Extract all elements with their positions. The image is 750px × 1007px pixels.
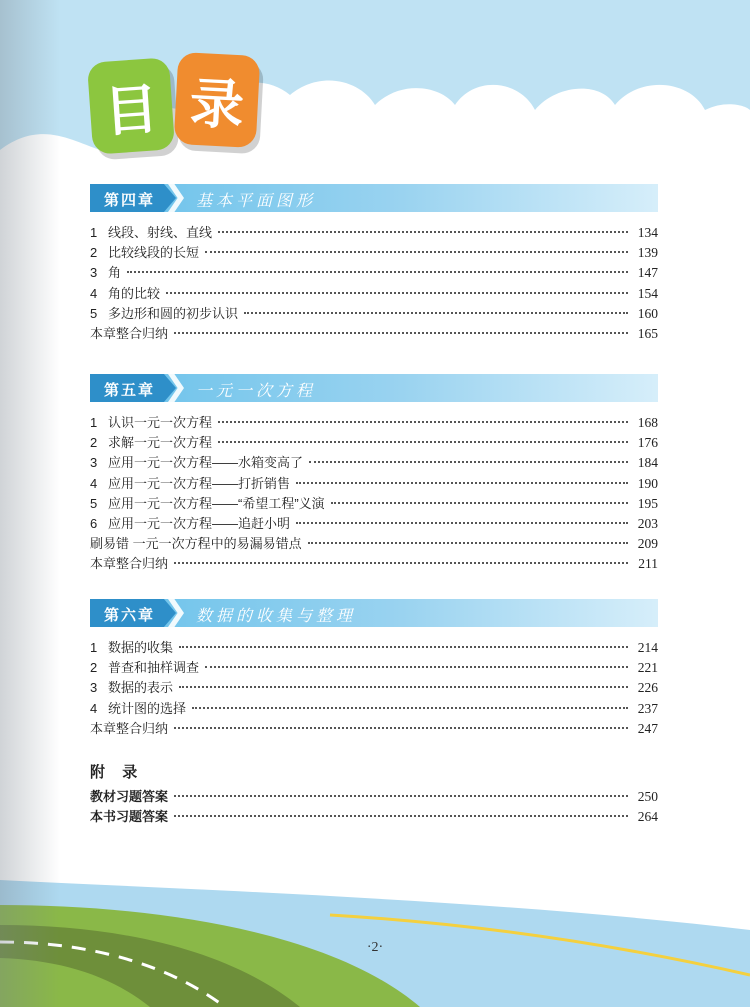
toc-entry[interactable] — [90, 412, 658, 432]
chapter-5 — [90, 374, 658, 574]
entry-index: 2 — [90, 245, 98, 261]
entry-page: 184 — [637, 455, 658, 471]
entry-page: 264 — [637, 809, 658, 825]
chapter-header — [90, 374, 658, 402]
entry-label: 数据的收集 — [108, 640, 174, 655]
leader-dots — [218, 231, 628, 233]
toc-entry[interactable] — [90, 718, 658, 738]
entry-page: 211 — [638, 556, 658, 572]
toc-entry[interactable] — [90, 473, 658, 493]
entry-label: 本章整合归纳 — [90, 556, 169, 572]
toc-entry[interactable] — [90, 283, 658, 303]
entry-label: 比较线段的长短 — [108, 245, 200, 261]
toc-entry[interactable] — [90, 637, 658, 657]
entry-index: 2 — [90, 435, 98, 451]
entry-label: 普查和抽样调查 — [108, 660, 200, 676]
page-number: ·2· — [366, 940, 384, 955]
leader-dots — [296, 522, 628, 524]
page-title — [90, 52, 270, 162]
entry-index: 4 — [90, 285, 98, 301]
toc-entry[interactable] — [90, 786, 658, 806]
entry-page: 176 — [637, 435, 658, 451]
entry-page: 168 — [637, 415, 658, 430]
entry-label: 数据的表示 — [108, 680, 174, 696]
leader-dots — [244, 312, 628, 314]
entry-index: 3 — [90, 680, 98, 696]
entry-page: 147 — [637, 265, 658, 281]
entry-label: 多边形和圆的初步认识 — [108, 305, 239, 321]
chapter-number: 第五章 — [104, 381, 156, 399]
chapter-4 — [90, 184, 658, 343]
leader-dots — [308, 542, 628, 544]
entry-label: 应用一元一次方程——水箱变高了 — [108, 455, 304, 471]
toc-entry[interactable] — [90, 242, 658, 262]
toc-entry[interactable] — [90, 493, 658, 513]
entry-index: 3 — [90, 265, 98, 281]
leader-dots — [331, 502, 628, 504]
leader-dots — [179, 686, 628, 688]
leader-dots — [127, 271, 628, 273]
leader-dots — [174, 795, 628, 797]
entry-page: 221 — [637, 660, 658, 676]
entry-index: 2 — [90, 660, 98, 676]
entry-page: 250 — [637, 789, 658, 804]
entry-label: 角 — [108, 265, 122, 281]
entry-label: 教材习题答案 — [90, 789, 169, 804]
entry-index: 4 — [90, 700, 98, 716]
entry-index: 5 — [90, 305, 98, 321]
toc-entry[interactable] — [90, 323, 658, 343]
toc-entry[interactable] — [90, 222, 658, 242]
entry-index: 1 — [90, 225, 98, 240]
entry-label: 刷易错 一元一次方程中的易漏易错点 — [90, 536, 302, 552]
entry-label: 应用一元一次方程——追赶小明 — [108, 515, 291, 531]
entry-label: 本书习题答案 — [90, 809, 169, 825]
chapter-title: 一元一次方程 — [196, 381, 317, 400]
leader-dots — [296, 482, 628, 484]
entry-label: 角的比较 — [108, 285, 161, 301]
leader-dots — [179, 646, 628, 648]
entry-page: 139 — [637, 245, 658, 261]
toc-entry[interactable] — [90, 432, 658, 452]
chapter-6 — [90, 599, 658, 738]
appendix — [90, 761, 658, 826]
leader-dots — [174, 727, 628, 729]
entry-page: 134 — [637, 225, 658, 240]
entry-index: 6 — [90, 515, 98, 531]
toc-entry[interactable] — [90, 657, 658, 677]
leader-dots — [192, 707, 628, 709]
leader-dots — [218, 441, 628, 443]
leader-dots — [174, 562, 628, 564]
entry-page: 209 — [637, 536, 658, 552]
chapter-header — [90, 184, 658, 212]
leader-dots — [166, 292, 628, 294]
leader-dots — [174, 815, 628, 817]
title-char-1: 目 — [87, 57, 175, 154]
entry-index: 1 — [90, 415, 98, 430]
leader-dots — [205, 666, 628, 668]
entry-index: 3 — [90, 455, 98, 471]
entry-page: 203 — [637, 515, 658, 531]
toc-entry[interactable] — [90, 677, 658, 697]
entry-page: 154 — [637, 285, 658, 301]
chapter-number: 第四章 — [104, 191, 156, 209]
toc-entry[interactable] — [90, 533, 658, 553]
toc-entry[interactable] — [90, 452, 658, 472]
leader-dots — [218, 421, 628, 423]
toc-entry[interactable] — [90, 806, 658, 826]
entry-label: 认识一元一次方程 — [108, 415, 213, 430]
leader-dots — [174, 332, 628, 334]
leader-dots — [205, 251, 628, 253]
toc-entry[interactable] — [90, 513, 658, 533]
entry-page: 160 — [637, 305, 658, 321]
toc-entry[interactable] — [90, 262, 658, 282]
entry-label: 求解一元一次方程 — [108, 435, 213, 451]
entry-page: 165 — [637, 325, 658, 341]
entry-page: 237 — [637, 700, 658, 716]
entry-label: 本章整合归纳 — [90, 325, 169, 341]
entry-label: 统计图的选择 — [108, 700, 187, 716]
chapter-title: 基本平面图形 — [196, 191, 317, 210]
chapter-number: 第六章 — [104, 606, 156, 624]
entry-label: 线段、射线、直线 — [108, 225, 213, 240]
title-char-2: 录 — [174, 52, 261, 148]
leader-dots — [309, 461, 628, 463]
appendix-title: 附 录 — [90, 763, 144, 781]
entry-index: 4 — [90, 475, 98, 491]
chapter-header — [90, 599, 658, 627]
toc-entry[interactable] — [90, 303, 658, 323]
toc-entry[interactable] — [90, 698, 658, 718]
entry-page: 190 — [637, 475, 658, 491]
entry-label: 本章整合归纳 — [90, 720, 169, 736]
chapter-title: 数据的收集与整理 — [196, 606, 357, 625]
entry-page: 247 — [637, 720, 658, 736]
page-shadow — [0, 0, 60, 1007]
entry-label: 应用一元一次方程——打折销售 — [108, 475, 291, 491]
entry-page: 226 — [637, 680, 658, 696]
entry-index: 5 — [90, 495, 98, 511]
entry-index: 1 — [90, 640, 98, 655]
entry-label: 应用一元一次方程——“希望工程”义演 — [108, 495, 325, 511]
toc-entry[interactable] — [90, 553, 658, 573]
entry-page: 195 — [637, 495, 658, 511]
entry-page: 214 — [637, 640, 658, 655]
